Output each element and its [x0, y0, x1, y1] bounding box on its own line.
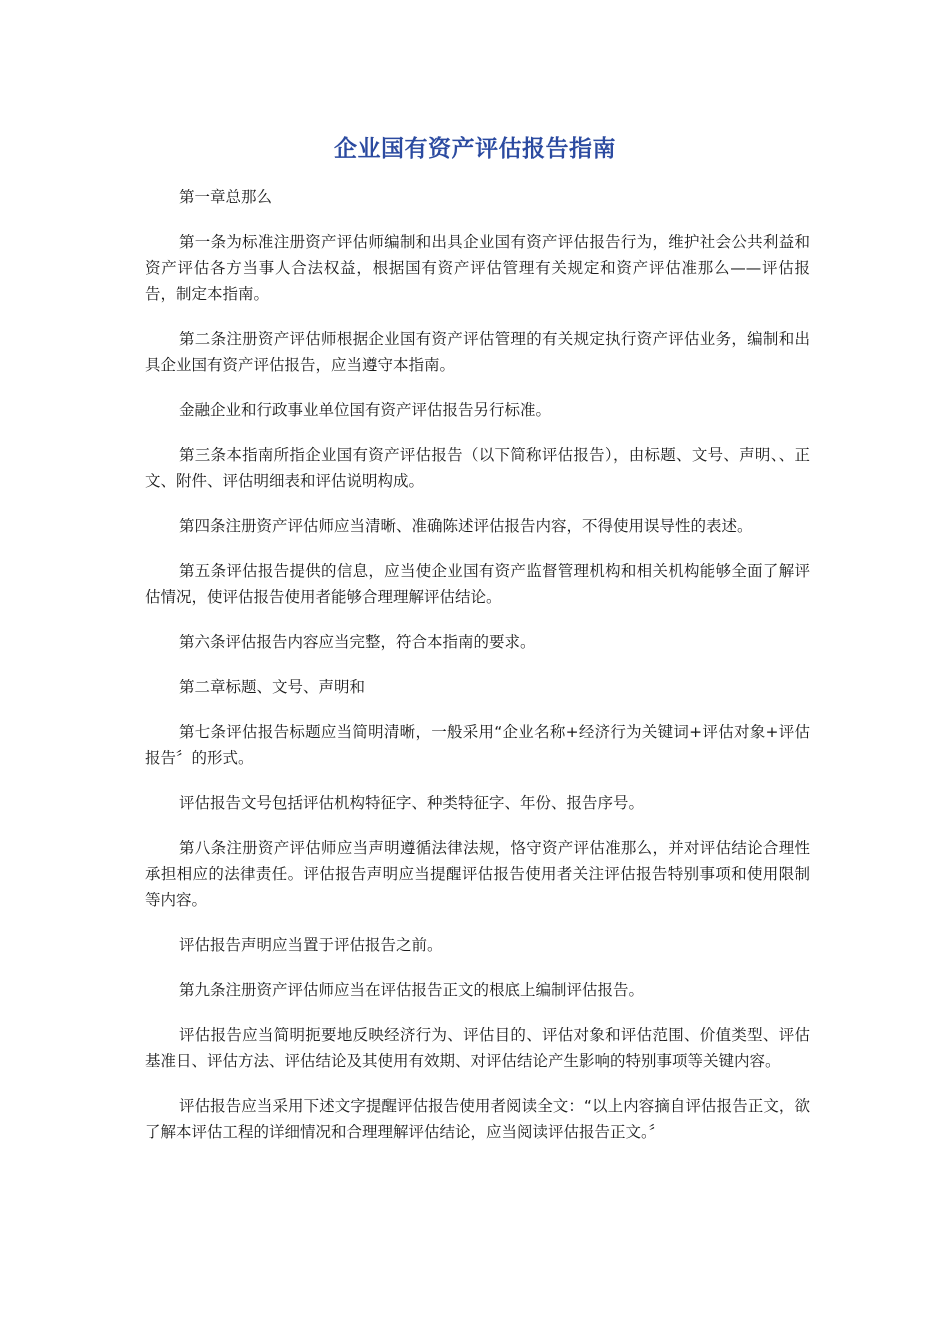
article-5: 第五条评估报告提供的信息，应当使企业国有资产监督管理机构和相关机构能够全面了解评估情况，使评估报告使用者能够合理理解评估结论。: [145, 562, 810, 606]
article-7: 第七条评估报告标题应当简明清晰，一般采用“企业名称+经济行为关键词+评估对象+评估报告〞的形式。: [145, 723, 810, 767]
article-6: 第六条评估报告内容应当完整，符合本指南的要求。: [179, 633, 536, 651]
document-body: [145, 184, 810, 1164]
chapter-2-heading: 第二章标题、文号、声明和: [179, 678, 366, 696]
document-title: 企业国有资产评估报告指南: [334, 136, 616, 162]
article-9: 第九条注册资产评估师应当在评估报告正文的根底上编制评估报告。: [179, 981, 645, 999]
article-4: 第四条注册资产评估师应当清晰、准确陈述评估报告内容，不得使用误导性的表述。: [179, 517, 753, 535]
article-8-note: 评估报告声明应当置于评估报告之前。: [179, 936, 443, 954]
article-2: 第二条注册资产评估师根据企业国有资产评估管理的有关规定执行资产评估业务，编制和出具企业国有资产评估报告，应当遵守本指南。: [145, 330, 810, 374]
article-2-note: 金融企业和行政事业单位国有资产评估报告另行标准。: [179, 401, 552, 419]
article-9-note-2: 评估报告应当采用下述文字提醒评估报告使用者阅读全文：“以上内容摘自评估报告正文，欲了解本评估工程的详细情况和合理理解评估结论，应当阅读评估报告正文。〞: [145, 1097, 810, 1141]
article-9-note-1: 评估报告应当简明扼要地反映经济行为、评估目的、评估对象和评估范围、价值类型、评估基准日、评估方法、评估结论及其使用有效期、对评估结论产生影响的特别事项等关键内容。: [145, 1026, 810, 1070]
article-8: 第八条注册资产评估师应当声明遵循法律法规，恪守资产评估准那么，并对评估结论合理性承担相应的法律责任。评估报告声明应当提醒评估报告使用者关注评估报告特别事项和使用限制等内容。: [145, 839, 810, 909]
article-3: 第三条本指南所指企业国有资产评估报告（以下简称评估报告），由标题、文号、声明、、正文、附件、评估明细表和评估说明构成。: [145, 446, 810, 490]
article-7-note: 评估报告文号包括评估机构特征字、种类特征字、年份、报告序号。: [179, 794, 645, 812]
chapter-1-heading: 第一章总那么: [179, 188, 273, 206]
article-1: 第一条为标准注册资产评估师编制和出具企业国有资产评估报告行为，维护社会公共利益和资产评估各方当事人合法权益，根据国有资产评估管理有关规定和资产评估准那么——评估报告，制定本指南。: [145, 233, 810, 303]
